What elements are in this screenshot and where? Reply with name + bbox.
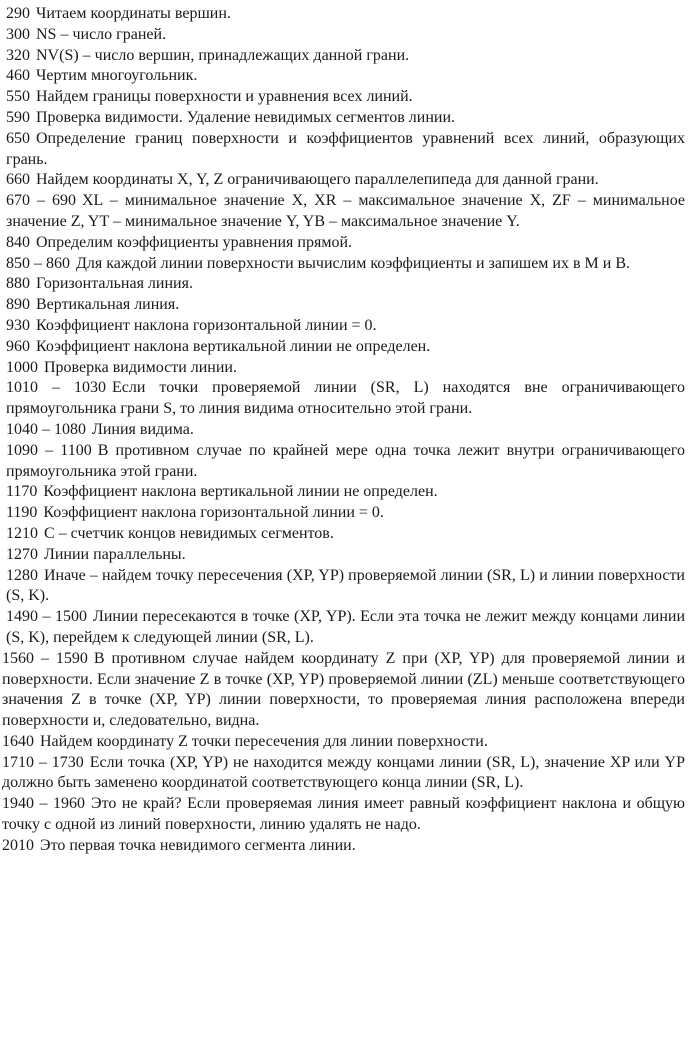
comment-text: Если точка (XP, YP) не находится между концами линии (SR, L), значение XP или YP должно быть заменено координатой соответствующего конца линии (SR, L). <box>2 753 686 792</box>
line-number: 660 <box>6 171 30 189</box>
comment-text: Коэффициент наклона горизонтальной линии = 0. <box>36 316 377 334</box>
line-number: 1000 <box>6 358 38 376</box>
line-number: 460 <box>6 67 30 85</box>
line-number: 2010 <box>2 836 34 854</box>
line-number: 1170 <box>6 483 38 501</box>
comment-text: Проверка видимости линии. <box>44 358 237 376</box>
comment-text: Определим коэффициенты уравнения прямой. <box>36 233 352 251</box>
line-number: 1640 <box>2 732 34 750</box>
comment-text: Коэффициент наклона вертикальной линии не определен. <box>43 483 438 501</box>
line-number: 1490 – 1500 <box>6 608 87 626</box>
comment-entry <box>2 836 685 857</box>
comment-entry <box>6 170 685 191</box>
comment-text: Найдем координату Z точки пересечения для линии поверхности. <box>40 732 488 750</box>
comment-text: Линия видима. <box>92 420 194 438</box>
line-number: 1940 – 1960 <box>2 795 86 813</box>
comment-entry <box>6 337 685 358</box>
comment-text: В противном случае по крайней мере одна точка лежит внутри ограничивающего прямоугольника этой грани. <box>6 441 685 480</box>
comment-text: Чертим многоугольник. <box>36 67 198 85</box>
comment-entry <box>2 794 685 836</box>
comment-text: Определение границ поверхности и коэффициентов уравнений всех линий, образующих грань. <box>6 129 685 168</box>
line-number: 670 – 690 <box>6 192 76 210</box>
comment-entry <box>6 295 685 316</box>
comment-entry <box>6 524 685 545</box>
comment-entry <box>2 732 685 753</box>
comment-entry <box>6 274 685 295</box>
line-number: 850 – 860 <box>6 254 70 272</box>
comment-text: Это не край? Если проверяемая линия имеет равный коэффициент наклона и общую точку с одной из линий поверхности, линию удалять не надо. <box>2 795 686 834</box>
comment-text: Если точки проверяемой линии (SR, L) находятся вне ограничивающего прямоугольника грани S, то линия видима относительно этой грани. <box>6 379 685 418</box>
comment-text: Коэффициент наклона горизонтальной линии = 0. <box>43 504 384 522</box>
comment-text: C – счетчик концов невидимых сегментов. <box>44 524 334 542</box>
line-number: 1280 <box>6 566 38 584</box>
line-number: 960 <box>6 337 30 355</box>
comment-entry <box>6 25 685 46</box>
line-number: 590 <box>6 108 30 126</box>
line-number: 890 <box>6 296 30 314</box>
line-number: 1010 – 1030 <box>6 379 106 397</box>
line-number: 1210 <box>6 524 38 542</box>
comment-entry <box>6 66 685 87</box>
comment-entry <box>6 316 685 337</box>
comment-entry <box>6 358 685 379</box>
comment-text: Читаем координаты вершин. <box>36 5 231 22</box>
line-number: 840 <box>6 233 30 251</box>
comment-text: XL – минимальное значение X, XR – максимальное значение X, ZF – минимальное значение Z, YT – минимальное значение Y, YB – максимальное значение Y. <box>6 192 686 230</box>
comment-entry <box>6 233 685 254</box>
line-number: 320 <box>6 46 30 64</box>
comment-entry <box>6 607 685 649</box>
line-number: 1190 <box>6 504 38 522</box>
line-number: 880 <box>6 275 30 293</box>
comment-entry <box>6 191 685 233</box>
comment-text: Горизонтальная линия. <box>36 275 193 293</box>
line-number: 650 <box>6 129 30 147</box>
comment-entry <box>2 649 685 732</box>
line-number: 1270 <box>6 545 38 563</box>
comment-entry <box>6 129 685 171</box>
comment-entry <box>6 87 685 108</box>
comment-entry <box>6 108 685 129</box>
line-number: 550 <box>6 88 30 106</box>
comment-text: NS – число граней. <box>36 25 167 43</box>
comment-text: Вертикальная линия. <box>36 296 180 314</box>
comment-text: Линии параллельны. <box>44 545 186 563</box>
comment-text: Иначе – найдем точку пересечения (XP, YP) проверяемой линии (SR, L) и линии поверхности (S, K). <box>6 566 685 605</box>
comment-entry <box>6 378 685 420</box>
comment-text: Это первая точка невидимого сегмента линии. <box>40 836 356 854</box>
comment-entry <box>2 753 685 795</box>
line-number: 1560 – 1590 <box>2 649 88 667</box>
comment-text: В противном случае найдем координату Z при (XP, YP) для проверяемой линии и поверхности. Если значение Z в точке (XP, YP) проверяемой линии (ZL) меньше соответствующего значения Z в точке (XP, YP) линии поверхности, то проверяемая линия расположена впереди поверхности и, следовательно, видна. <box>2 649 686 730</box>
line-number: 1710 – 1730 <box>2 753 84 771</box>
comment-entry <box>6 441 685 483</box>
comment-text: Проверка видимости. Удаление невидимых сегментов линии. <box>36 108 455 126</box>
line-number: 1090 – 1100 <box>6 441 92 459</box>
line-number: 930 <box>6 316 30 334</box>
comment-entry <box>6 503 685 524</box>
comment-entry <box>6 545 685 566</box>
comment-text: Найдем координаты X, Y, Z ограничивающего параллелепипеда для данной грани. <box>36 171 599 189</box>
comment-entry <box>6 46 685 67</box>
comment-entry <box>6 254 685 275</box>
comment-entry <box>6 420 685 441</box>
comment-text: Для каждой линии поверхности вычислим коэффициенты и запишем их в M и B. <box>76 254 630 272</box>
comment-text: NV(S) – число вершин, принадлежащих данной грани. <box>36 46 410 64</box>
line-number: 300 <box>6 25 30 43</box>
comment-entry <box>6 4 685 25</box>
comment-text: Линии пересекаются в точке (XP, YP). Если эта точка не лежит между концами линии (S, K), перейдем к следующей линии (SR, L). <box>6 608 686 646</box>
comment-entry <box>6 482 685 503</box>
comment-text: Найдем границы поверхности и уравнения всех линий. <box>36 88 413 106</box>
comment-text: Коэффициент наклона вертикальной линии не определен. <box>36 337 431 355</box>
comment-entry <box>6 566 685 608</box>
line-number: 290 <box>6 5 30 22</box>
line-number: 1040 – 1080 <box>6 420 86 438</box>
